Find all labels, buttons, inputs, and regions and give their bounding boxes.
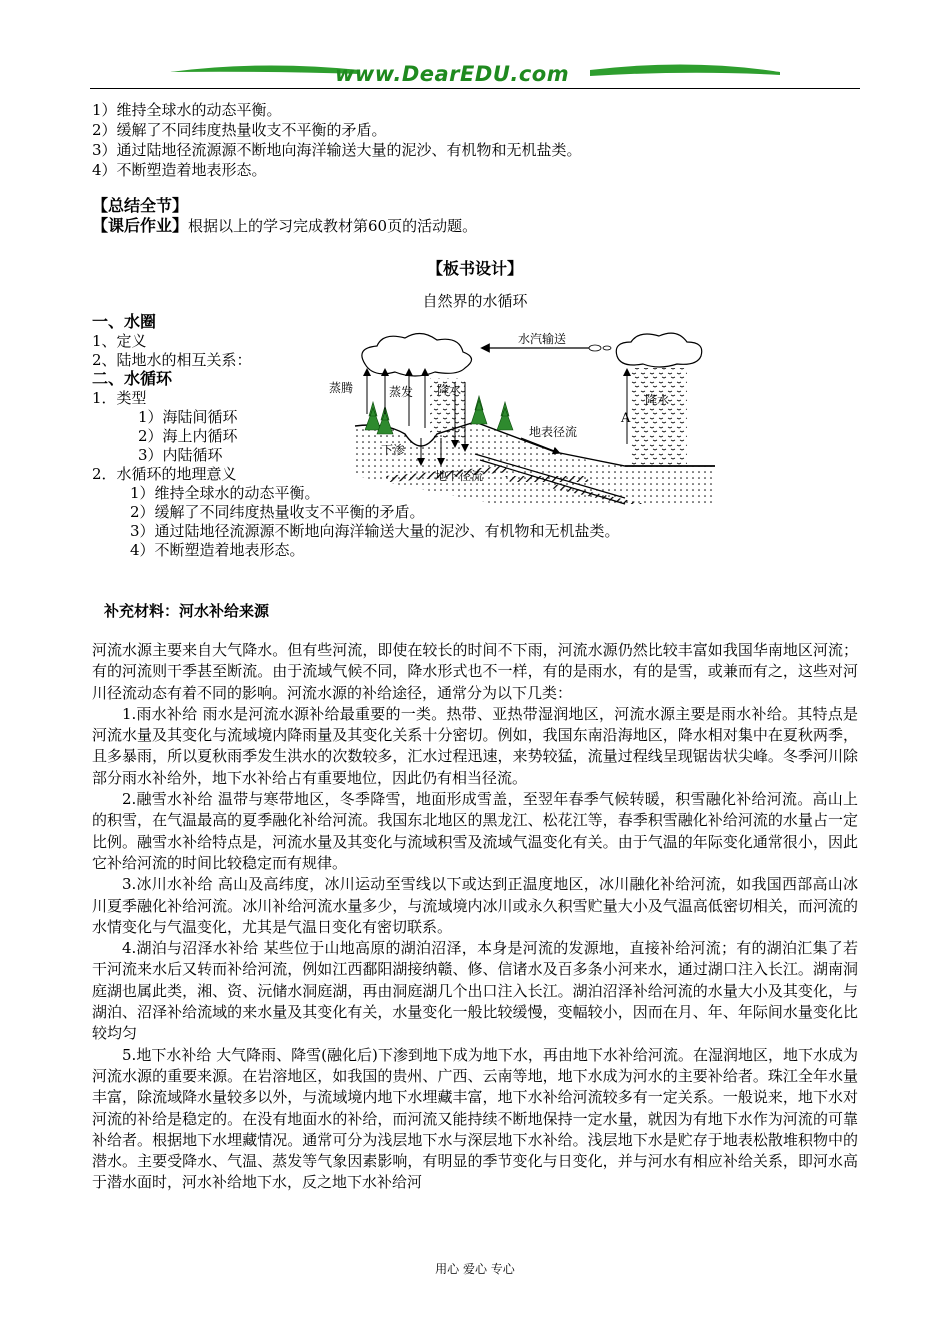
label-rain-1: 降水	[437, 383, 462, 397]
label-vapor: 水汽输送	[518, 332, 567, 346]
board-t2: 2．水循环的地理意义	[92, 465, 237, 483]
top-list-item: 3）通过陆地径流源源不断地向海洋输送大量的泥沙、有机物和无机盐类。	[92, 141, 582, 159]
top-list-item: 2）缓解了不同纬度热量收支不平衡的矛盾。	[92, 121, 387, 139]
footer: 用心 爱心 专心	[435, 1262, 515, 1276]
supplement-paragraph: 5.地下水补给 大气降雨、降雪(融化后)下渗到地下成为地下水，再由地下水补给河流。在湿润地区，地下水成为河流水源的重要来源。在岩溶地区，如我国的贵州、广西、云南等地，地下水成为河水的主要补给者。珠江全年水量丰富，除流域降水量较多以外，与流域境内地下水埋藏丰富，地下水补给河流较多有一定关系。一般说来，地下水对河流的补给是稳定的。在没有地面水的补给，而河流又能持续不断地保持一定水量，就因为有地下水作为河流的可靠补给者。根据地下水埋藏情况。通常可分为浅层地下水与深层地下水补给。浅层地下水是贮存于地表松散堆积物中的潜水。主要受降水、气温、蒸发等气象因素影响，有明显的季节变化与日变化，并与河水有相应补给关系，即河水高于潜水面时，河水补给地下水，反之地下水补给河	[92, 1045, 858, 1192]
board-m1: 1）维持全球水的动态平衡。	[130, 484, 320, 502]
board-h2: 二、水循环	[92, 369, 173, 388]
right-cloud-icon	[616, 333, 701, 367]
board-heading: 【板书设计】	[426, 259, 523, 278]
water-cycle-diagram	[325, 326, 715, 506]
supplement-paragraph: 1.雨水补给 雨水是河流水源补给最重要的一类。热带、亚热带湿润地区，河流水源主要是雨水补给。其特点是河流水量及其变化与流域境内降雨量及其变化关系十分密切。例如，我国东南沿海地区，降水相对集中在夏秋两季，且多暴雨，所以夏秋雨季发生洪水的次数较多，汇水过程迅速，来势较猛，流量过程线呈现锯齿状尖峰。冬季河川除部分雨水补给外，地下水补给占有重要地位，因此仍有相当径流。	[92, 704, 858, 787]
board-t1c: 3）内陆循环	[138, 446, 223, 464]
board-m3: 3）通过陆地径流源源不断地向海洋输送大量的泥沙、有机物和无机盐类。	[130, 522, 620, 540]
summary-heading: 【总结全节】	[92, 196, 189, 215]
board-t1: 1．类型	[92, 389, 147, 407]
board-i1: 1、定义	[92, 332, 147, 350]
label-surface-runoff: 地表径流	[529, 425, 578, 439]
board-m4: 4）不断塑造着地表形态。	[130, 541, 305, 559]
homework-label: 【课后作业】	[92, 216, 189, 235]
label-infiltration: 下渗	[381, 443, 406, 457]
top-list-item: 1）维持全球水的动态平衡。	[92, 101, 282, 119]
board-m2: 2）缓解了不同纬度热量收支不平衡的矛盾。	[130, 503, 425, 521]
header-logo-text: www.DearEDU.com	[335, 62, 570, 86]
board-i2: 2、陆地水的相互关系：	[92, 351, 252, 369]
top-list-item: 4）不断塑造着地表形态。	[92, 161, 267, 179]
label-a: A	[621, 411, 631, 426]
supplement-body	[92, 640, 858, 1194]
label-transpire: 蒸腾	[329, 381, 354, 395]
label-evaporate: 蒸发	[389, 385, 414, 399]
supplement-paragraph: 河流水源主要来自大气降水。但有些河流，即使在较长的时间不下雨，河流水源仍然比较丰富如我国华南地区河流；有的河流则干季甚至断流。由于流域气候不同，降水形式也不一样，有的是雨水，有的是雪，或兼而有之，这些对河川径流动态有着不同的影响。河流水源的补给途径，通常分为以下几类：	[92, 641, 858, 702]
supplement-paragraph: 2.融雪水补给 温带与寒带地区，冬季降雪，地面形成雪盖，至翌年春季气候转暖，积雪融化补给河流。高山上的积雪，在气温最高的夏季融化补给河流。我国东北地区的黑龙江、松花江等，春季积雪融化补给河流的水量占一定比例。融雪水补给特点是，河流水量及其变化与流域积雪及流域气温变化有关。由于气温的年际变化通常很小，因此它补给河流的时间比较稳定而有规律。	[92, 790, 858, 872]
supplement-paragraph: 3.冰川水补给 高山及高纬度，冰川运动至雪线以下或达到正温度地区，冰川融化补给河流，如我国西部高山冰川夏季融化补给河流。冰川补给河流水量多少，与流域境内冰川或永久积雪贮量大小及气温高低密切相关，而河流的水情变化与气温变化，尤其是气温日变化有密切联系。	[92, 875, 858, 936]
label-groundwater: 地下径流	[435, 469, 484, 483]
label-rain-2: 降水	[645, 393, 670, 407]
left-cloud-icon	[362, 333, 472, 376]
homework-text: 根据以上的学习完成教材第60页的活动题。	[188, 217, 478, 235]
supplement-title: 补充材料：河水补给来源	[104, 602, 270, 620]
board-t1a: 1）海陆间循环	[138, 408, 238, 426]
supplement-paragraph: 4.湖泊与沼泽水补给 某些位于山地高原的湖泊沼泽，本身是河流的发源地，直接补给河流；有的湖泊汇集了若干河流来水后又转而补给河流，例如江西鄱阳湖接纳赣、修、信诸水及百多条小河来水，通过湖口注入长江。湖南洞庭湖也属此类，湘、资、沅储水洞庭湖，再由洞庭湖几个出口注入长江。湖泊沼泽补给河流的水量大小及其变化，与湖泊、沼泽补给流域的来水量及其变化有关，水量变化一般比较缓慢，变幅较小，因而在月、年、年际间水量变化比较均匀	[92, 939, 858, 1043]
header-rule	[90, 88, 860, 89]
board-title: 自然界的水循环	[422, 292, 528, 310]
board-t1b: 2）海上内循环	[138, 427, 238, 445]
homework-line	[92, 216, 477, 236]
board-h1: 一、水圈	[92, 312, 157, 331]
